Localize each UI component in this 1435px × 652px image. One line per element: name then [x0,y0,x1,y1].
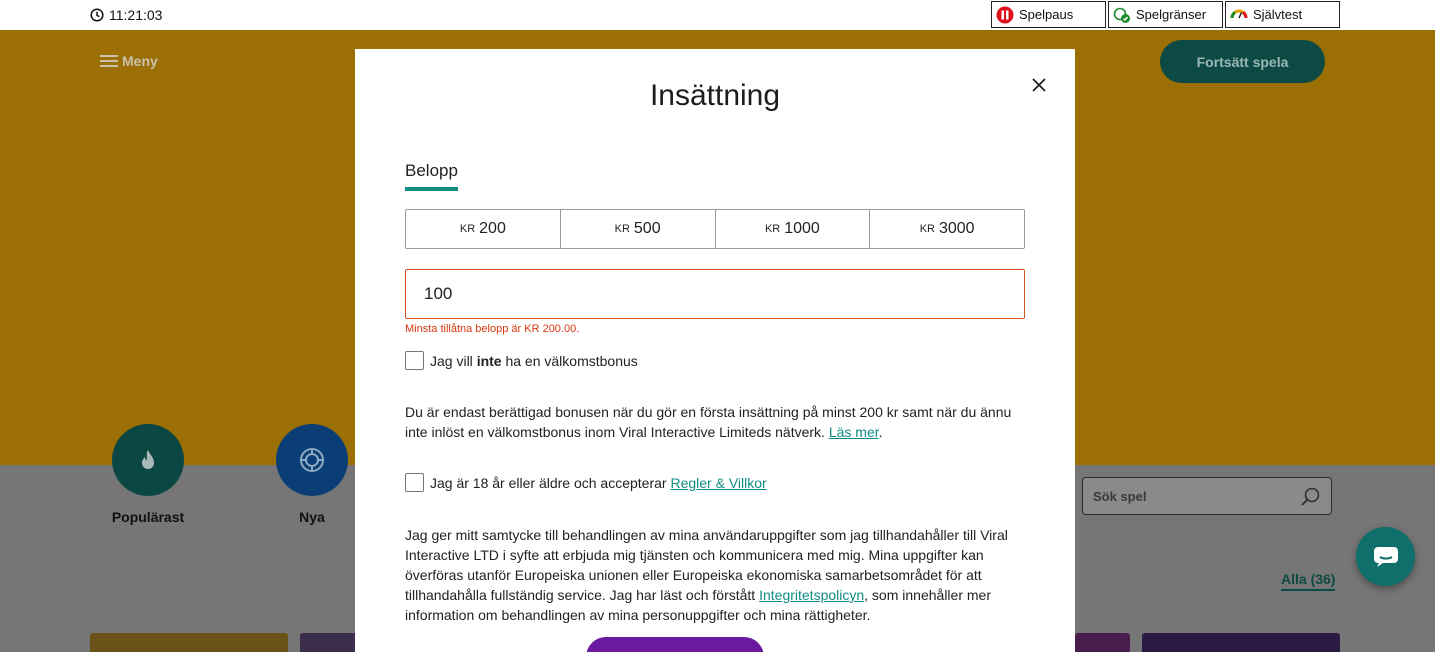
limits-icon [1113,6,1131,24]
amount-tab[interactable]: Belopp [405,161,458,191]
quick-amount-200[interactable]: KR 200 [406,210,561,248]
no-bonus-row [405,351,638,370]
spelpaus-button[interactable] [991,1,1106,28]
clock-time: 11:21:03 [109,7,163,23]
privacy-policy-link[interactable]: Integritetspolicyn [759,587,865,603]
category-new-label: Nya [299,509,325,525]
game-thumbnail[interactable] [90,633,288,652]
game-thumbnail[interactable] [1142,633,1340,652]
all-games-link[interactable]: Alla (36) [1281,571,1335,591]
spelgranser-button[interactable] [1108,1,1223,28]
no-bonus-label: Jag vill inte ha en välkomstbonus [430,352,638,369]
quick-amount-1000[interactable]: KR 1000 [716,210,871,248]
read-more-link[interactable]: Läs mer [828,424,879,440]
game-thumbnail[interactable] [300,633,360,652]
terms-link[interactable]: Regler & Villkor [670,474,767,491]
top-bar [0,0,1435,30]
quick-amount-500[interactable]: KR 500 [561,210,716,248]
modal-title: Insättning [649,79,781,112]
category-popular-label: Populärast [111,509,185,525]
hamburger-icon [100,55,118,67]
session-clock [90,7,162,23]
chat-support-button[interactable] [1356,527,1415,586]
category-new[interactable] [276,424,348,496]
quick-amount-group [405,209,1025,249]
gauge-icon [1230,6,1248,24]
spelgranser-label: Spelgränser [1136,7,1207,22]
continue-playing-button[interactable]: Fortsätt spela [1160,40,1325,83]
amount-error-message: Minsta tillåtna belopp är KR 200.00. [405,323,580,335]
quick-amount-3000[interactable]: KR 3000 [919,220,975,237]
spelpaus-label: Spelpaus [1019,7,1074,22]
clock-icon [90,8,104,22]
amount-input[interactable] [405,269,1025,319]
bonus-info-text: Du är endast berättigad bonusen när du gör en första insättning på minst 200 kr samt när du ännu inte inlöst en välkomstbonus inom Viral Interactive Limiteds nätverk. Läs mer. [405,404,1012,440]
age-terms-row [405,473,767,492]
menu-label: Meny [122,53,158,69]
close-icon[interactable] [1031,77,1047,93]
no-bonus-checkbox[interactable] [405,351,424,370]
search-icon [1299,486,1321,508]
game-search-input[interactable] [1082,477,1332,515]
pause-icon [996,6,1014,24]
category-popular[interactable] [112,424,184,496]
menu-button[interactable] [100,53,158,69]
age-terms-checkbox[interactable] [405,473,424,492]
sjalvtest-label: Självtest [1253,7,1303,22]
consent-text: Jag ger mitt samtycke till behandlingen av mina användaruppgifter som jag tillhandahåller till Viral Interactive LTD i syfte att erbjuda mig tjänsten och kommunicera med mig. Mina uppgifter kan överföras utanför Europeiska unionen eller Europeiska ekonomiska samarbetsområdet för att tillhandahålla fullständig service. Jag har läst och förstått Integritetspolicyn, som innehåller mer information om behandlingen av mina personuppgifter och mina rättigheter. [405,527,1008,623]
deposit-submit-button[interactable] [586,637,764,652]
game-thumbnail[interactable] [1075,633,1130,652]
chip-icon [299,447,325,473]
chat-icon [1373,546,1399,568]
flame-icon [138,448,158,472]
deposit-modal [355,49,1075,652]
search-placeholder: Sök spel [1093,488,1147,504]
age-terms-label: Jag är 18 år eller äldre och accepterar Regler & Villkor [430,474,767,491]
sjalvtest-button[interactable] [1225,1,1340,28]
